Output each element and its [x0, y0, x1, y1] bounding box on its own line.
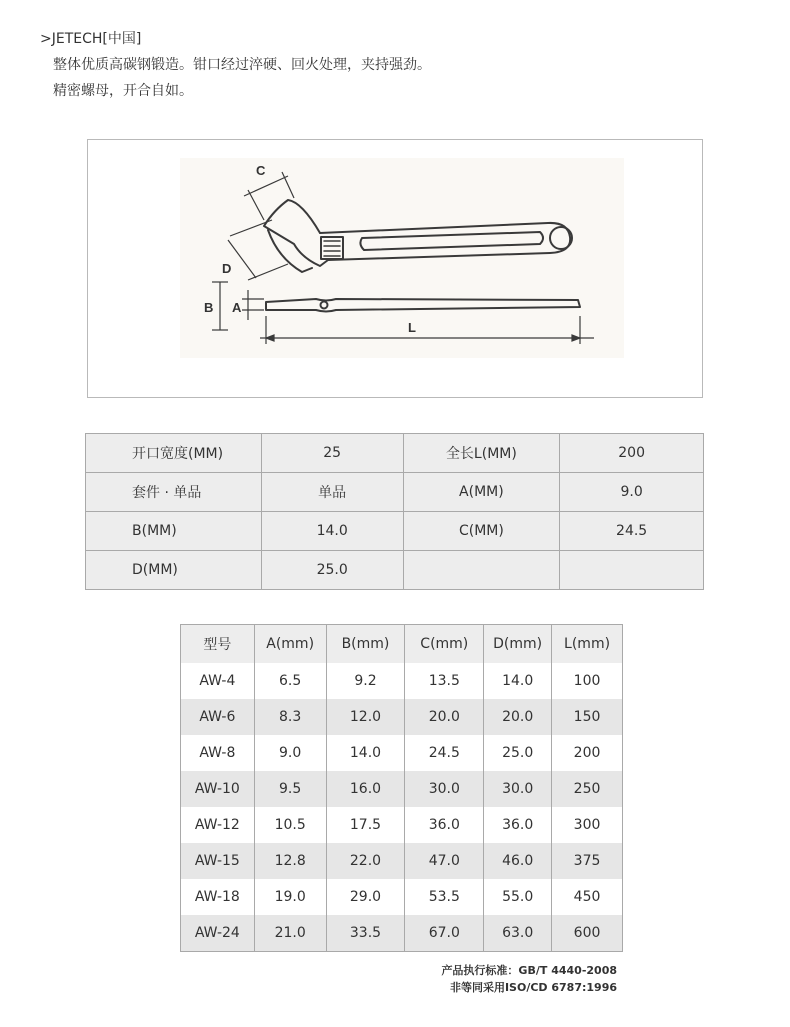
- spec-value: 14.0: [261, 512, 403, 551]
- spec-label: [403, 551, 560, 590]
- table-row: [181, 879, 623, 915]
- column-header-model: 型号: [181, 625, 255, 664]
- table-cell: 47.0: [405, 843, 484, 879]
- table-cell: 46.0: [484, 843, 552, 879]
- spec-value: 24.5: [560, 512, 704, 551]
- table-cell: 150: [552, 699, 623, 735]
- table-cell: 53.5: [405, 879, 484, 915]
- column-header-b: B(mm): [326, 625, 405, 664]
- table-cell: 9.0: [254, 735, 326, 771]
- column-header-a: A(mm): [254, 625, 326, 664]
- spec-value: 200: [560, 434, 704, 473]
- spec-label: C(MM): [403, 512, 560, 551]
- table-cell: 21.0: [254, 915, 326, 952]
- table-cell: 67.0: [405, 915, 484, 952]
- dimension-label-b: B: [204, 300, 214, 315]
- table-cell: 63.0: [484, 915, 552, 952]
- table-row: [181, 915, 623, 952]
- table-cell: 29.0: [326, 879, 405, 915]
- table-cell: 300: [552, 807, 623, 843]
- spec-value: 25: [261, 434, 403, 473]
- wrench-drawing: [88, 140, 702, 397]
- table-row: [181, 771, 623, 807]
- spec-value: 25.0: [261, 551, 403, 590]
- product-intro: [40, 26, 431, 104]
- table-cell: 9.2: [326, 663, 405, 699]
- table-cell: AW-24: [181, 915, 255, 952]
- standard-line-2: 非等同采用ISO/CD 6787:1996: [449, 981, 617, 994]
- table-cell: 250: [552, 771, 623, 807]
- spec-table: [85, 433, 704, 590]
- table-cell: AW-10: [181, 771, 255, 807]
- dimension-label-c: C: [256, 163, 266, 178]
- table-cell: 10.5: [254, 807, 326, 843]
- table-cell: 30.0: [484, 771, 552, 807]
- table-cell: 12.0: [326, 699, 405, 735]
- table-cell: 24.5: [405, 735, 484, 771]
- table-row: [181, 807, 623, 843]
- table-cell: 36.0: [405, 807, 484, 843]
- table-row: [181, 663, 623, 699]
- table-cell: 30.0: [405, 771, 484, 807]
- table-cell: 600: [552, 915, 623, 952]
- table-cell: 14.0: [326, 735, 405, 771]
- spec-row: [86, 473, 704, 512]
- table-cell: 14.0: [484, 663, 552, 699]
- table-cell: 19.0: [254, 879, 326, 915]
- model-table-header: [181, 625, 623, 664]
- table-cell: AW-15: [181, 843, 255, 879]
- wrench-diagram: [87, 139, 703, 398]
- dimension-label-l: L: [408, 320, 416, 335]
- table-cell: 33.5: [326, 915, 405, 952]
- table-cell: 36.0: [484, 807, 552, 843]
- table-cell: 13.5: [405, 663, 484, 699]
- standard-line-1: 产品执行标准：GB/T 4440-2008: [441, 964, 617, 977]
- table-cell: 55.0: [484, 879, 552, 915]
- spec-value: 单品: [261, 473, 403, 512]
- spec-label: 全长L(MM): [403, 434, 560, 473]
- standards-note: [441, 962, 617, 996]
- table-cell: 8.3: [254, 699, 326, 735]
- dimension-label-d: D: [222, 261, 232, 276]
- feature-line-1: 整体优质高碳钢锻造。钳口经过淬硬、回火处理，夹持强劲。: [53, 57, 431, 73]
- dimension-label-a: A: [232, 300, 242, 315]
- column-header-l: L(mm): [552, 625, 623, 664]
- table-cell: 450: [552, 879, 623, 915]
- spec-row: [86, 512, 704, 551]
- spec-label: 套件 · 单品: [86, 473, 262, 512]
- model-table: [180, 624, 623, 952]
- spec-label: D(MM): [86, 551, 262, 590]
- table-row: [181, 735, 623, 771]
- table-cell: 375: [552, 843, 623, 879]
- brand-line: >JETECH[中国]: [40, 31, 142, 47]
- column-header-c: C(mm): [405, 625, 484, 664]
- table-cell: AW-18: [181, 879, 255, 915]
- table-cell: 17.5: [326, 807, 405, 843]
- spec-value: 9.0: [560, 473, 704, 512]
- table-cell: 20.0: [484, 699, 552, 735]
- spec-row: [86, 434, 704, 473]
- table-cell: 16.0: [326, 771, 405, 807]
- table-cell: 9.5: [254, 771, 326, 807]
- spec-value: [560, 551, 704, 590]
- spec-label: A(MM): [403, 473, 560, 512]
- table-row: [181, 699, 623, 735]
- spec-label: 开口宽度(MM): [86, 434, 262, 473]
- table-cell: 12.8: [254, 843, 326, 879]
- spec-label: B(MM): [86, 512, 262, 551]
- table-cell: AW-4: [181, 663, 255, 699]
- table-cell: 6.5: [254, 663, 326, 699]
- table-cell: 20.0: [405, 699, 484, 735]
- table-row: [181, 843, 623, 879]
- table-cell: AW-8: [181, 735, 255, 771]
- table-cell: AW-12: [181, 807, 255, 843]
- table-cell: AW-6: [181, 699, 255, 735]
- table-cell: 100: [552, 663, 623, 699]
- table-cell: 200: [552, 735, 623, 771]
- column-header-d: D(mm): [484, 625, 552, 664]
- feature-line-2: 精密螺母，开合自如。: [53, 83, 193, 99]
- table-cell: 22.0: [326, 843, 405, 879]
- spec-row: [86, 551, 704, 590]
- table-cell: 25.0: [484, 735, 552, 771]
